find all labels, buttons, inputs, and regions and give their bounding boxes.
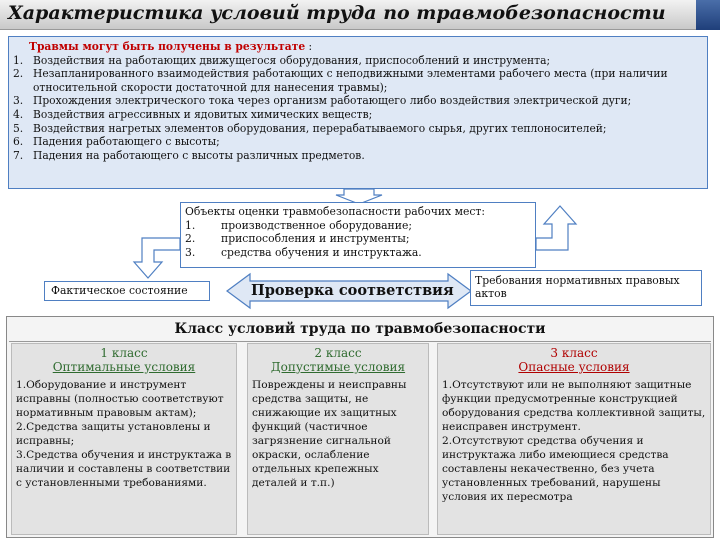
page-title: Характеристика условий труда по травмобезопасности: [8, 2, 666, 24]
injury-item-text: Незапланированного взаимодействия работающих с неподвижными элементами рабочего места (при наличии относительной скорости достаточной для нанесения травмы);: [33, 67, 668, 94]
injury-item-text: Воздействия агрессивных и ядовитых химических веществ;: [33, 107, 373, 121]
objects-item: [185, 232, 531, 246]
class-3-name: Опасные условия: [518, 360, 630, 374]
compliance-check-label: Проверка соответствия: [251, 282, 454, 299]
compliance-check: [225, 272, 473, 310]
injury-item-text: Падения на работающего с высоты различных предметов.: [33, 148, 365, 162]
injury-item-number: 6.: [13, 135, 24, 149]
class-2-column: [247, 343, 429, 535]
objects-item-text: производственное оборудование;: [221, 218, 412, 232]
injury-item-number: 3.: [13, 94, 24, 108]
objects-item-number: 1.: [185, 218, 196, 232]
bent-arrow-right-icon: [536, 206, 576, 250]
objects-item-number: 3.: [185, 245, 196, 259]
assessment-objects-box: [180, 202, 536, 268]
objects-list: [185, 219, 531, 260]
injury-intro-text: Травмы могут быть получены в результате: [29, 40, 306, 53]
objects-item-number: 2.: [185, 232, 196, 245]
injury-item-number: 7.: [13, 148, 24, 162]
injury-item-number: 4.: [13, 107, 24, 121]
class-3-column: [437, 343, 711, 535]
injury-item-text: Падения работающего с высоты;: [33, 135, 220, 149]
injury-item-text: Воздействия на работающих движущегося оборудования, приспособлений и инструмента;: [33, 53, 551, 67]
objects-item: [185, 246, 531, 260]
class-2-number: 2 класс: [314, 346, 362, 360]
injury-item-number: 1.: [13, 53, 24, 67]
bent-arrow-left-icon: [134, 238, 180, 278]
injury-intro-suffix: :: [305, 40, 313, 53]
class-2-description: Повреждены и неисправны средства защиты, не снижающие их защитных функций (частичное загрязнение сигнальной окраски, ослабление отдельных крепежных деталей и т.п.): [252, 379, 407, 489]
class-3-description: 1.Отсутствуют или не выполняют защитные функции предусмотренные конструкцией оборудования средства коллективной защиты, неисправен инструмент. 2.Отсутствуют средства обучения и инструктажа либо имеющиеся средства составлены некачественно, без учета установленных требований, нарушены условия их пересмотра: [442, 379, 706, 503]
class-1-description: 1.Оборудование и инструмент исправны (полностью соответствуют нормативным правовым актам); 2.Средства защиты установлены и исправны; 3.Средства обучения и инструктажа в наличии и составлены в соответствии с установленными требованиями.: [16, 379, 232, 489]
class-1-column: [11, 343, 237, 535]
actual-state-box: Фактическое состояние: [44, 281, 210, 301]
class-1-name: Оптимальные условия: [52, 360, 196, 374]
class-2-name: Допустимые условия: [270, 360, 406, 374]
class-panel-title: Класс условий труда по травмобезопасности: [174, 321, 546, 337]
working-conditions-class-panel: [6, 316, 714, 538]
objects-item-text: приспособления и инструменты;: [221, 232, 410, 245]
injury-item-text: Воздействия нагретых элементов оборудования, перерабатываемого сырья, других теплоносителей;: [33, 121, 607, 135]
normative-requirements-box: Требования нормативных правовых актов: [470, 270, 702, 306]
objects-item: [185, 219, 531, 233]
injury-item-number: 2.: [13, 67, 24, 81]
class-3-number: 3 класс: [550, 346, 598, 360]
injury-item-number: 5.: [13, 121, 24, 135]
objects-heading: Объекты оценки травмобезопасности рабочих мест:: [185, 205, 486, 218]
class-1-number: 1 класс: [100, 346, 148, 360]
objects-item-text: средства обучения и инструктажа.: [221, 245, 422, 259]
injury-item-text: Прохождения электрического тока через организм работающего либо воздействия электрической дуги;: [33, 94, 632, 108]
class-panel-divider: [9, 341, 711, 342]
